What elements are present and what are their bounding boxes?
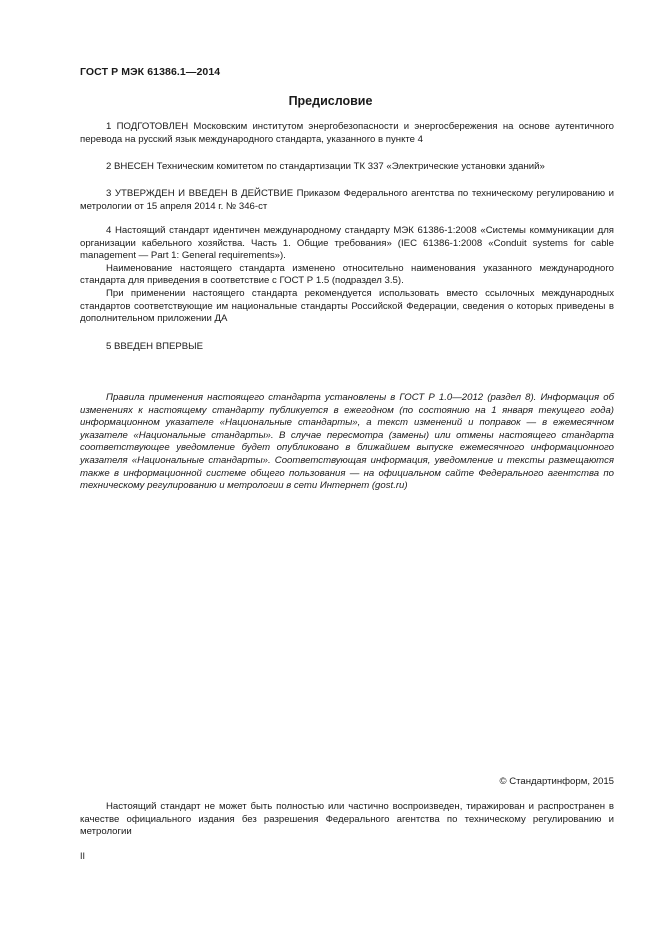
section-paragraph: 1 ПОДГОТОВЛЕН Московским институтом энергобезопасности и энергосбережения на основе аутентичного перевода на русский язык международного стандарта, указанного в пункте 4 [80,121,614,145]
section-paragraph: При применении настоящего стандарта рекомендуется использовать вместо ссылочных международных стандартов соответствующие им национальные стандарты Российской Федерации, сведения о которых приведены в дополнительном приложении ДА [80,287,614,325]
section-paragraph: Наименование настоящего стандарта изменено относительно наименования указанного международного стандарта для приведения в соответствие с ГОСТ Р 1.5 (подраздел 3.5). [80,262,614,287]
application-notice [80,392,614,493]
section-2 [80,161,614,174]
section-5 [80,341,614,354]
notice-text: Правила применения настоящего стандарта установлены в ГОСТ Р 1.0—2012 (раздел 8). Информация об изменениях к настоящему стандарту публикуется в ежегодном (по состоянию на 1 января текущего года) информационном указателе «Национальные стандарты», а текст изменений и поправок — в ежемесячном указателе «Национальные стандарты». В случае пересмотра (замены) или отмены настоящего стандарта соответствующее уведомление будет опубликовано в ближайшем выпуске ежемесячного информационного указателя «Национальные стандарты». Соответствующая информация, уведомление и тексты размещаются также в информационной системе общего пользования — на официальном сайте Федерального агентства по техническому регулированию и метрологии в сети Интернет (gost.ru) [80,392,614,492]
section-paragraph: 5 ВВЕДЕН ВПЕРВЫЕ [106,341,204,352]
rights-notice [80,801,614,839]
document-header: ГОСТ Р МЭК 61386.1—2014 [80,66,221,78]
page-number: II [80,851,86,861]
section-paragraph: 3 УТВЕРЖДЕН И ВВЕДЕН В ДЕЙСТВИЕ Приказом Федерального агентства по техническому регулированию и метрологии от 15 апреля 2014 г. № 346-ст [80,188,614,212]
section-paragraph: 2 ВНЕСЕН Техническим комитетом по стандартизации ТК 337 «Электрические установки зданий» [106,161,545,172]
section-4 [80,225,614,326]
rights-text: Настоящий стандарт не может быть полностью или частично воспроизведен, тиражирован и распространен в качестве официального издания без разрешения Федерального агентства по техническому регулированию и метрологии [80,801,614,838]
section-paragraph: 4 Настоящий стандарт идентичен международному стандарту МЭК 61386-1:2008 «Системы коммуникации для организации кабельного хозяйства. Часть 1. Общие требования» (IEC 61386-1:2008 «Conduit systems for cable management — Part 1: General requirements»). [80,225,614,262]
page-title: Предисловие [288,94,373,108]
section-1 [80,121,614,146]
copyright: © Стандартинформ, 2015 [499,776,614,787]
section-3 [80,188,614,213]
